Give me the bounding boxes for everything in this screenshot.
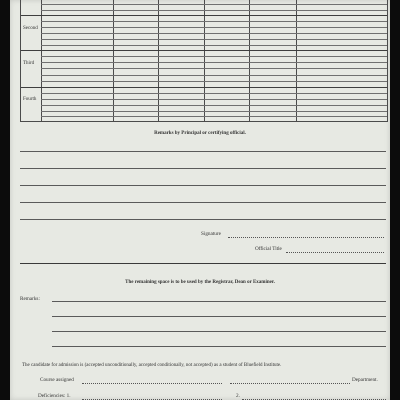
course-assigned-field[interactable] xyxy=(82,383,222,384)
registrar-remarks-label: Remarks: xyxy=(20,296,40,302)
application-form-page xyxy=(10,0,390,400)
table-column-divider xyxy=(249,0,250,121)
table-row-second xyxy=(21,15,387,16)
year-label-fourth: Fourth xyxy=(23,97,37,102)
admission-statement: The candidate for admission is (accepted unconditionally, accepted conditionally, not accepted) as a student of Bluefield Institute. xyxy=(22,363,282,368)
deficiencies-label: Deficiencies: 1. xyxy=(38,393,71,399)
remarks-line[interactable] xyxy=(20,202,386,203)
course-assigned-label: Course assigned xyxy=(40,377,74,383)
remarks-line[interactable] xyxy=(20,168,386,169)
table-column-divider xyxy=(41,0,42,121)
principal-remarks-title: Remarks by Principal or certifying official. xyxy=(154,131,246,136)
registrar-remarks-line[interactable] xyxy=(52,316,386,317)
signature-label: Signature xyxy=(201,231,221,237)
registrar-remarks-line[interactable] xyxy=(52,301,386,302)
section-separator xyxy=(20,263,386,264)
grades-table xyxy=(20,0,388,122)
table-column-divider xyxy=(296,0,297,121)
official-title-label: Official Title xyxy=(255,246,282,252)
registrar-remarks-line[interactable] xyxy=(52,346,386,347)
table-column-divider xyxy=(204,0,205,121)
remarks-line[interactable] xyxy=(20,185,386,186)
table-row-fourth xyxy=(21,87,387,88)
table-row-third xyxy=(21,50,387,51)
signature-field[interactable] xyxy=(228,237,384,238)
official-title-field[interactable] xyxy=(286,252,384,253)
table-column-divider xyxy=(158,0,159,121)
year-label-second: Second xyxy=(23,26,38,31)
remarks-line[interactable] xyxy=(20,219,386,220)
deficiency-2-label: 2. xyxy=(236,393,240,399)
registrar-section-title: The remaining space is to be used by the Registrar, Dean or Examiner. xyxy=(125,280,275,285)
remarks-line[interactable] xyxy=(20,151,386,152)
year-label-third: Third xyxy=(23,61,35,66)
department-field[interactable] xyxy=(230,383,350,384)
table-column-divider xyxy=(113,0,114,121)
registrar-remarks-line[interactable] xyxy=(52,331,386,332)
department-label: Department. xyxy=(352,377,378,383)
